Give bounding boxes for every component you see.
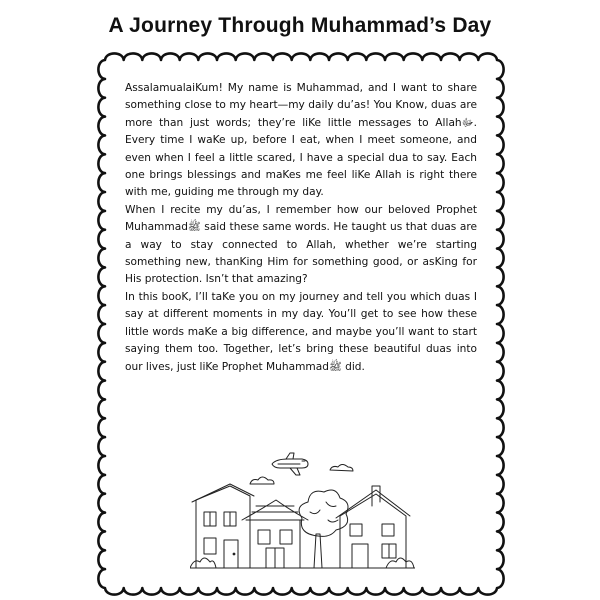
tree-drawing [299, 490, 348, 568]
story-paragraph-2: When I recite my du’as, I remember how our beloved Prophet Muhammadﷺ said these same words. He taught us that duas are a way to stay connected to Allah, whether we’re starting something new, thanKing Him for something good, or asKing for His protection. Isn’t that amazing? [125, 203, 477, 286]
bush-drawing [190, 558, 216, 568]
cloud-drawing [330, 465, 353, 472]
page-title: A Journey Through Muhammad’s Day [108, 14, 492, 37]
cloud-drawing [250, 477, 274, 484]
airplane-drawing [272, 453, 308, 475]
right-house-drawing [336, 486, 410, 568]
bush-drawing [386, 558, 414, 568]
story-paragraph-3: In this booK, I’ll taKe you on my journey and tell you which duas I say at different moments in my day. You’ll get to see how these little words maKe a big difference, and maybe you’ll want to start saying them too. Together, let’s bring these beautiful duas into our lives, just liKe Prophet Muhammadﷺ did. [125, 290, 477, 373]
story-paragraph-1: AssalamualaiKum! My name is Muhammad, and I want to share something close to my heart—my daily du’as! You Know, duas are more than just words; they’re liKe little messages to Allahﷻ. Every time I waKe up, before I eat, when I meet someone, and even when I feel a little scared, I have a special dua to say. Each one brings blessings and maKes me feel liKe Allah is right there with me, guiding me through my day. [125, 82, 477, 199]
middle-house-drawing [242, 500, 308, 568]
story-text [125, 80, 477, 376]
town-illustration [190, 450, 415, 572]
left-house-drawing [192, 484, 254, 568]
